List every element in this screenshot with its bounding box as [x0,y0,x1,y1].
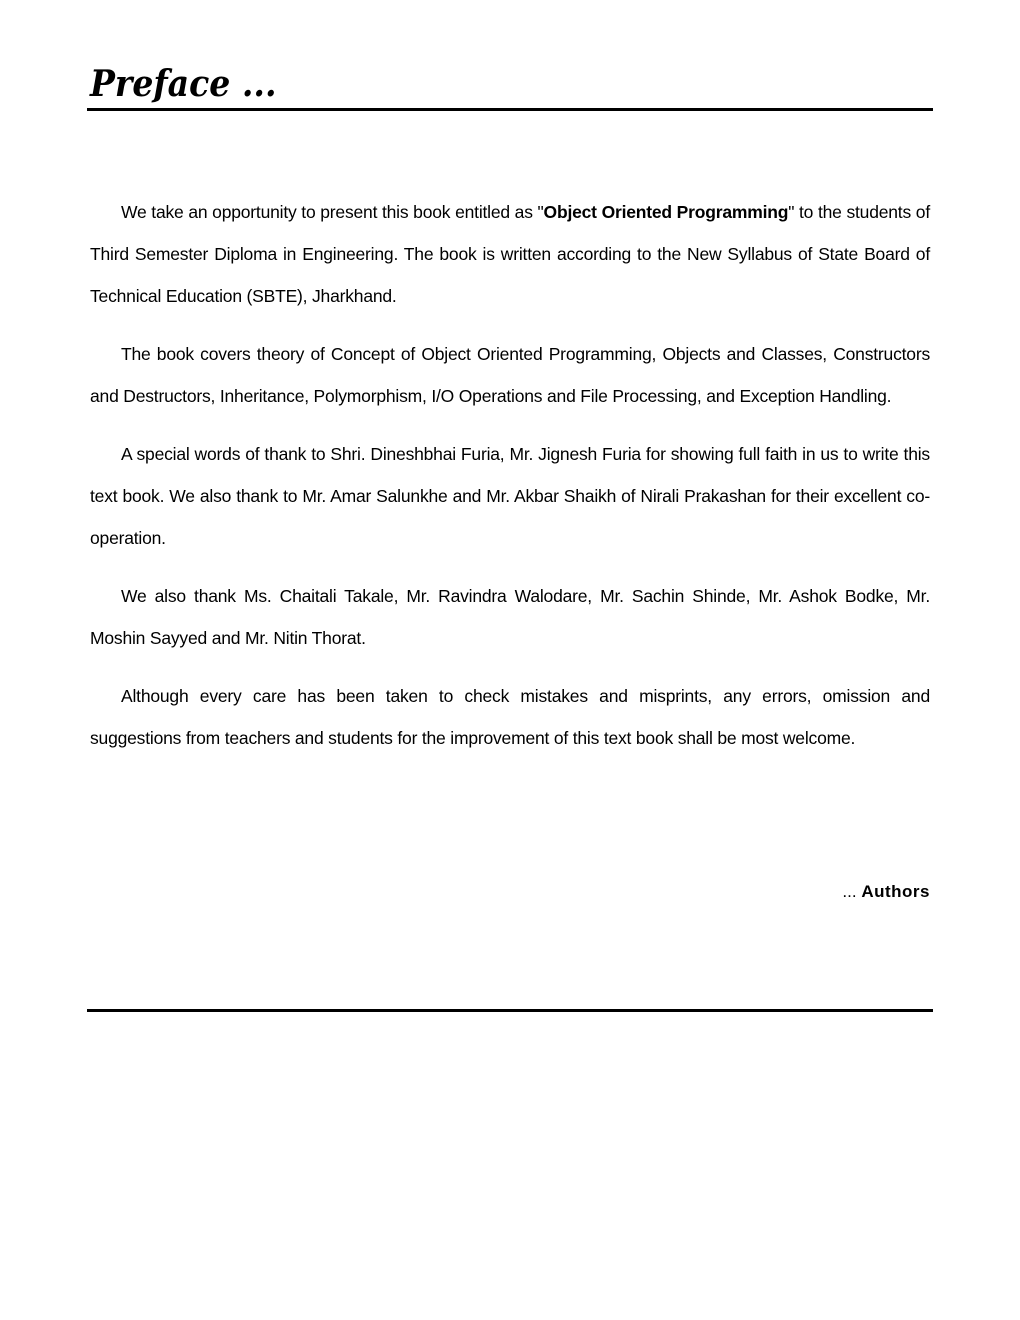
title-underline-divider [87,108,933,111]
signature [842,880,930,904]
paragraph-intro-after: " to the students of Third Semester Diploma in Engineering. The book is written according to the New Syllabus of State Board of Technical Education (SBTE), Jharkhand. [90,202,930,306]
paragraph-thanks: We also thank Ms. Chaitali Takale, Mr. Ravindra Walodare, Mr. Sachin Shinde, Mr. Ashok Bodke, Mr. Moshin Sayyed and Mr. Nitin Thorat. [90,585,930,648]
signature-prefix: ... [842,882,862,901]
book-title-bold: Object Oriented Programming [543,202,789,222]
paragraph-acknowledgement: A special words of thank to Shri. Dineshbhai Furia, Mr. Jignesh Furia for showing full faith in us to write this text book. We also thank to Mr. Amar Salunkhe and Mr. Akbar Shaikh of Nirali Prakashan for their excellent co-operation. [90,443,930,548]
page-title: Preface ... [90,63,277,105]
signature-name: Authors [861,882,930,901]
paragraph-intro-before: We take an opportunity to present this book entitled as " [121,202,544,222]
preface-body [90,192,930,776]
paragraph-intro [90,192,930,317]
paragraph-contents: The book covers theory of Concept of Object Oriented Programming, Objects and Classes, Constructors and Destructors, Inheritance, Polymorphism, I/O Operations and File Processing, and Exception Handling. [90,343,930,406]
paragraph-feedback: Although every care has been taken to check mistakes and misprints, any errors, omission and suggestions from teachers and students for the improvement of this text book shall be most welcome. [90,685,930,748]
bottom-divider [87,1009,933,1012]
